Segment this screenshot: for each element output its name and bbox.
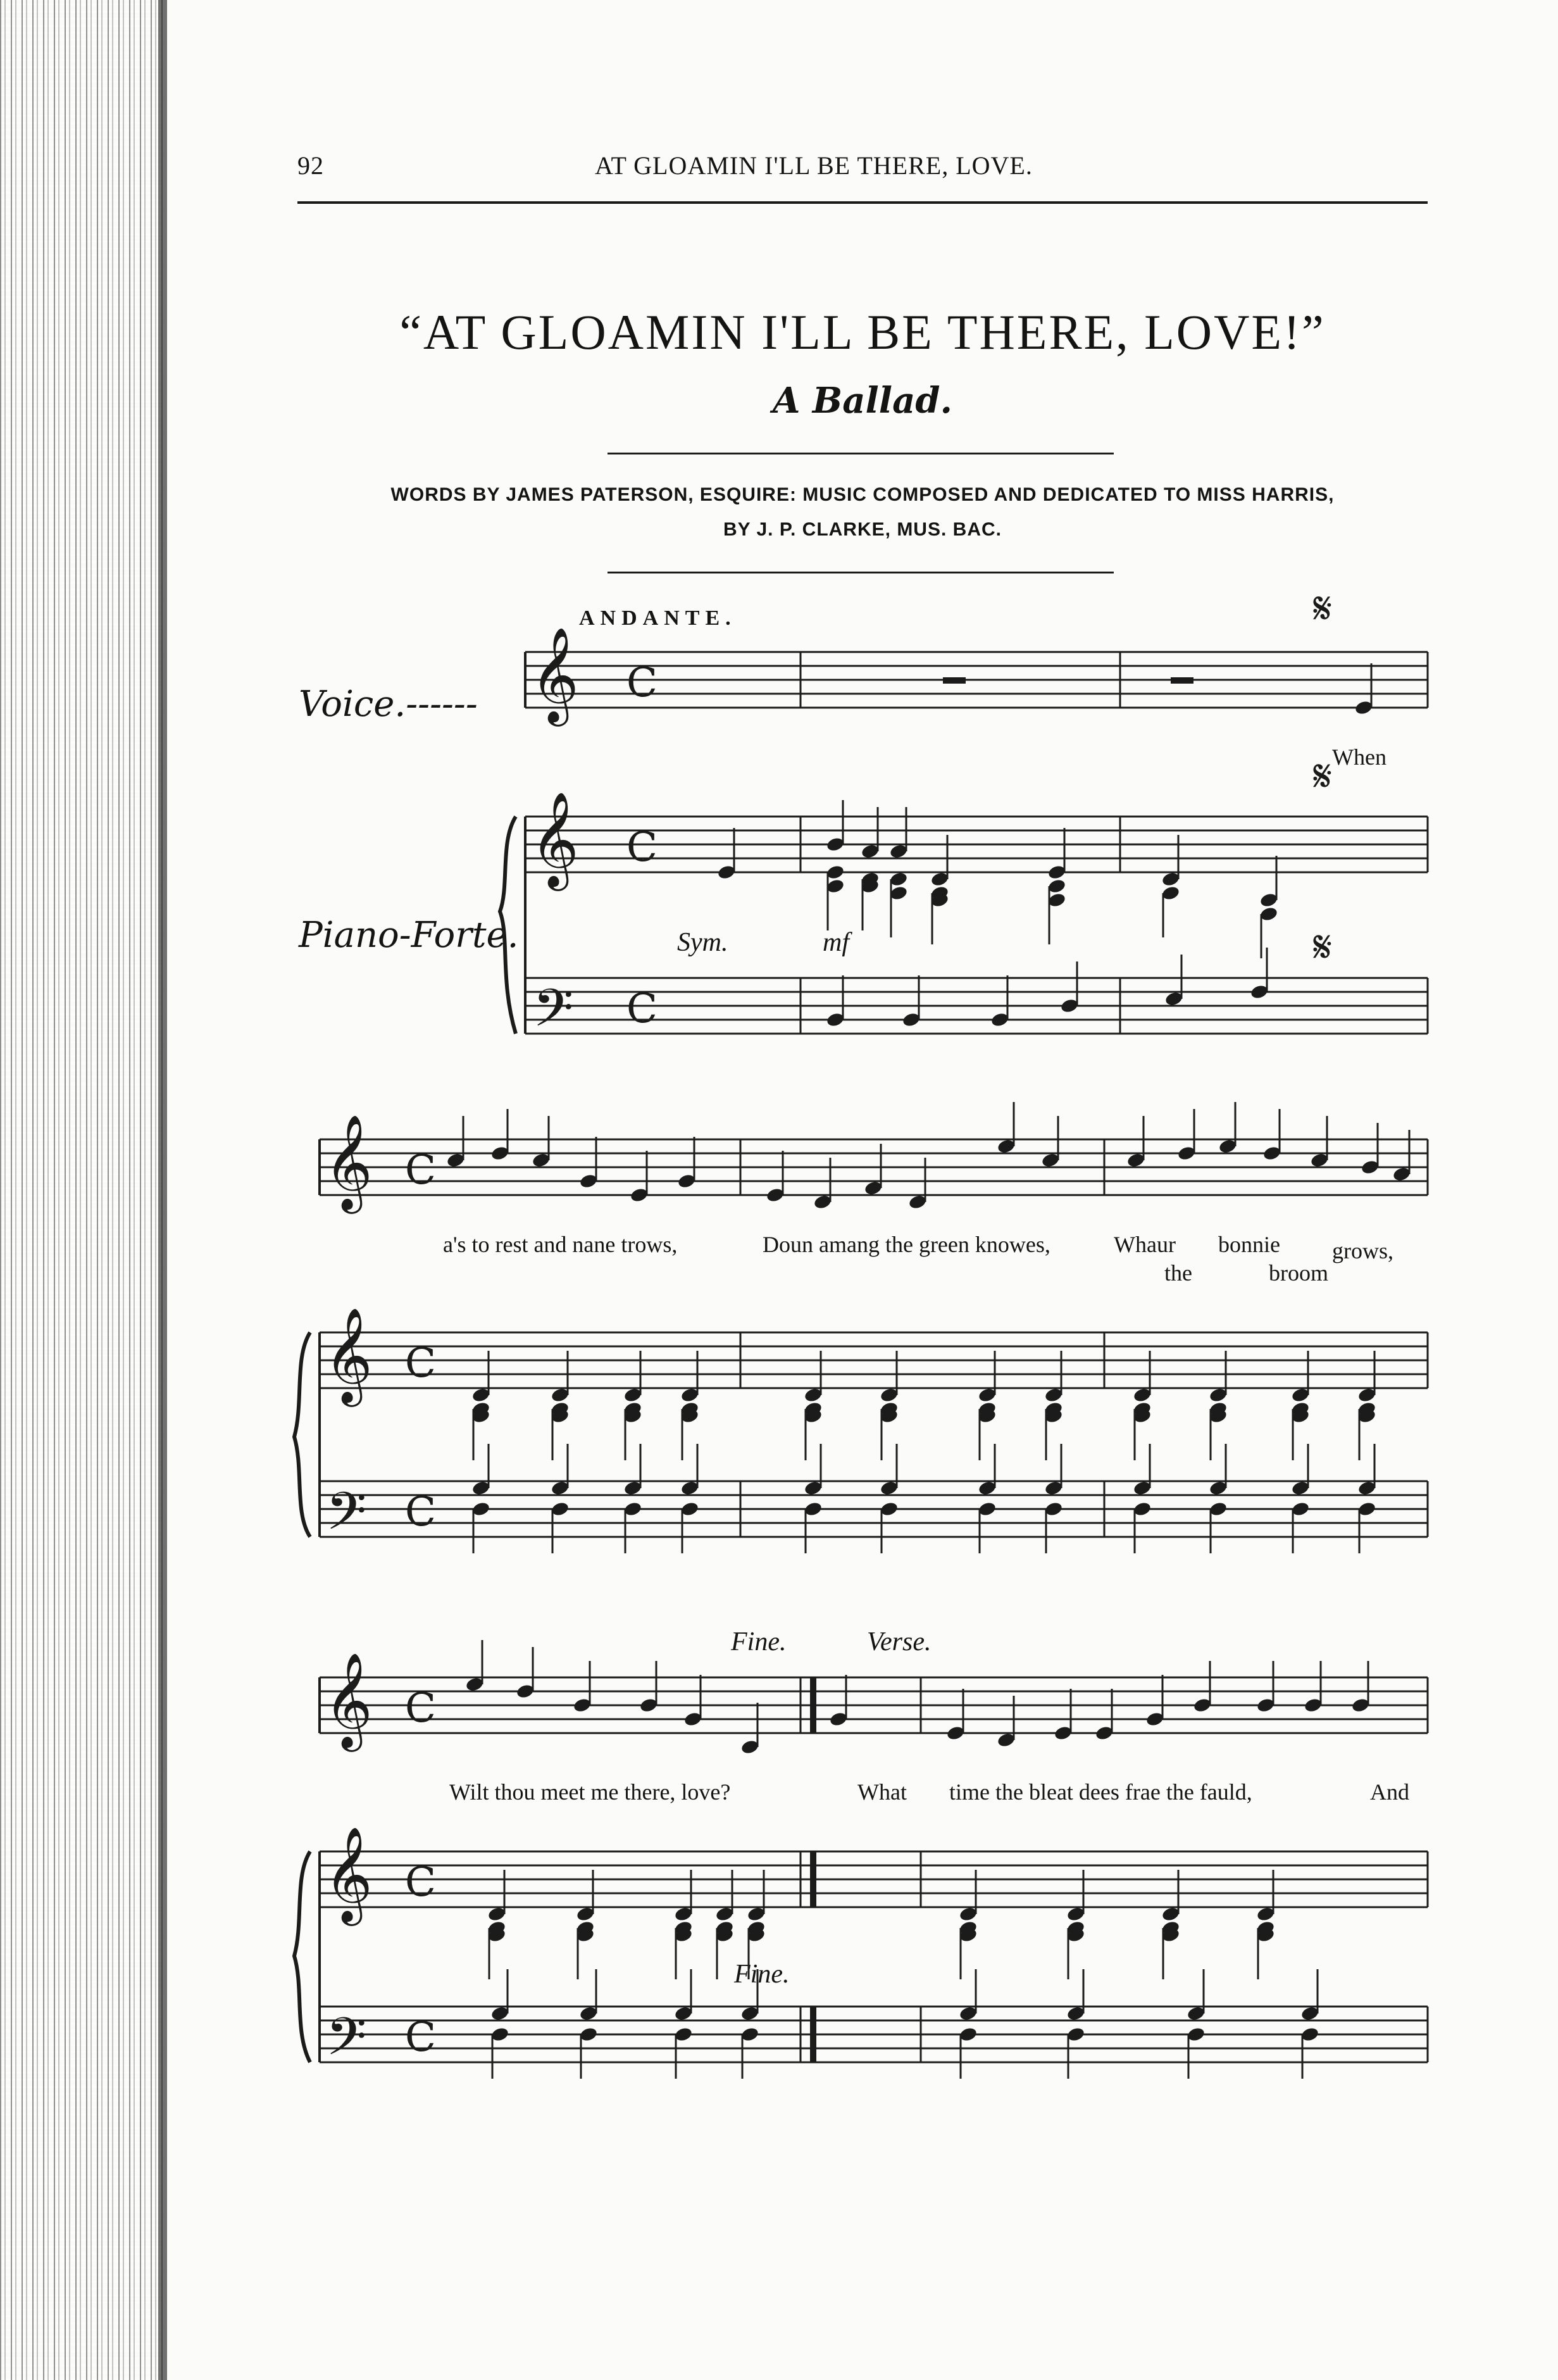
fine-marking-top: Fine. [731,1627,787,1657]
c-time-t2: C [405,1340,436,1387]
whole-rest-1 [943,677,966,684]
lyric-s3-3: time the bleat dees frae the fauld, [949,1779,1252,1805]
piano-brace-s1 [500,817,516,1034]
lyric-s2-1: a's to rest and nane trows, [443,1232,678,1257]
treble-clef-voice: 𝄞 [530,626,579,722]
lyric-s2-3: Whaur [1114,1232,1176,1257]
credits-line-2: BY J. P. CLARKE, MUS. BAC. [723,519,1002,540]
c-time-b: C [626,986,657,1032]
c-time-b3: C [405,2014,436,2061]
lyric-s2-4: bonnie [1218,1232,1280,1257]
lyric-when: When [1332,744,1387,770]
bass-clef-piano-s2: 𝄢 [326,1481,367,1555]
c-time-v3: C [405,1685,436,1732]
fine-marking-bottom: Fine. [734,1960,790,1989]
piano-brace-s3 [294,1851,310,2062]
lyric-s2-2: Doun amang the green knowes, [763,1232,1050,1257]
page-number: 92 [297,151,324,180]
treble-clef-piano-s2: 𝄞 [324,1306,373,1403]
segno-voice: 𝄋 [1313,582,1333,634]
lyric-s3-4: And [1370,1779,1409,1805]
lyric-s3-1: Wilt thou meet me there, love? [449,1779,731,1805]
piano-part-label: Piano-Forte. [299,915,519,956]
c-time-b2: C [405,1489,436,1536]
treble-clef-voice-s2: 𝄞 [324,1113,373,1210]
song-subtitle: A Ballad. [772,380,953,422]
dynamic-mf: mf [823,928,849,957]
lyric-s2-6: the [1164,1260,1192,1286]
whole-rest-2 [1171,677,1193,684]
treble-clef-piano: 𝄞 [530,791,579,887]
piano-brace-s2 [294,1332,310,1537]
credits-line-1: WORDS BY JAMES PATERSON, ESQUIRE: MUSIC COMPOSED AND DEDICATED TO MISS HARRIS, [390,484,1335,505]
bass-clef-piano-s3: 𝄢 [326,2006,367,2080]
segno-treble: 𝄋 [1313,750,1333,802]
bass-clef-piano: 𝄢 [533,977,574,1051]
segno-bass: 𝄋 [1313,921,1333,973]
c-time-v: C [626,660,657,706]
treble-clef-voice-s3: 𝄞 [324,1651,373,1748]
sym-marking: Sym. [677,928,728,957]
tempo-marking: ANDANTE. [579,606,737,630]
c-time-v2: C [405,1147,436,1194]
song-title: “AT GLOAMIN I'LL BE THERE, LOVE!” [399,304,1326,360]
voice-part-label: Voice.------ [299,684,478,725]
lyric-s3-2: What [857,1779,907,1805]
verse-marking: Verse. [867,1627,932,1657]
lyric-s2-5: grows, [1332,1238,1393,1263]
c-time-t: C [626,824,657,871]
c-time-t3: C [405,1859,436,1906]
running-title: AT GLOAMIN I'LL BE THERE, LOVE. [595,151,1033,180]
lyric-s2-7: broom [1269,1260,1328,1286]
treble-clef-piano-s3: 𝄞 [324,1826,373,1922]
